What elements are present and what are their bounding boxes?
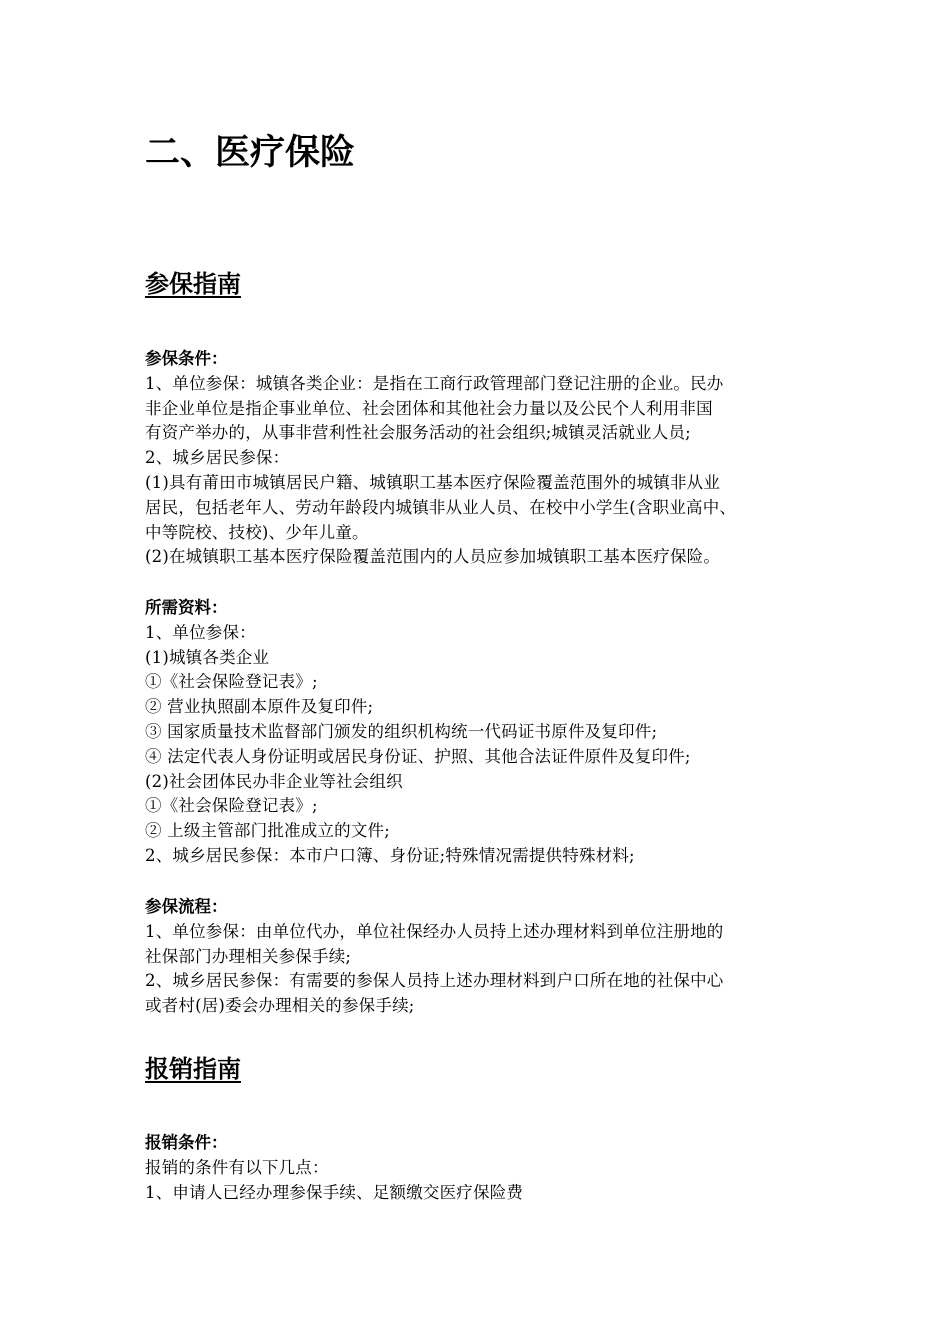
page-title: 二、医疗保险 bbox=[145, 133, 356, 173]
paragraph-line: 社保部门办理相关参保手续; bbox=[145, 946, 352, 966]
reimbursement-conditions-block bbox=[145, 1131, 835, 1205]
list-item: ② 上级主管部门批准成立的文件; bbox=[145, 821, 391, 841]
paragraph-line: 报销的条件有以下几点： bbox=[145, 1157, 329, 1177]
list-item: ①《社会保险登记表》; bbox=[145, 672, 318, 692]
paragraph-line: 1、单位参保：由单位代办，单位社保经办人员持上述办理材料到单位注册地的 bbox=[145, 921, 724, 941]
paragraph-line: 或者村(居)委会办理相关的参保手续; bbox=[145, 996, 415, 1016]
list-item: ③ 国家质量技术监督部门颁发的组织机构统一代码证书原件及复印件; bbox=[145, 721, 658, 741]
paragraph-line: 1、单位参保： bbox=[145, 622, 256, 642]
section-heading-reimbursement-guide: 报销指南 bbox=[145, 1055, 241, 1083]
paragraph-line: 1、单位参保：城镇各类企业：是指在工商行政管理部门登记注册的企业。民办 bbox=[145, 373, 724, 393]
list-item: ② 营业执照副本原件及复印件; bbox=[145, 697, 374, 717]
paragraph-line: 居民，包括老年人、劳动年龄段内城镇非从业人员、在校中小学生(含职业高中、 bbox=[145, 497, 737, 517]
enrollment-conditions-block bbox=[145, 347, 835, 570]
paragraph-line: 非企业单位是指企事业单位、社会团体和其他社会力量以及公民个人利用非国 bbox=[145, 398, 713, 418]
paragraph-line: (1)城镇各类企业 bbox=[145, 647, 270, 667]
paragraph-line: (2)在城镇职工基本医疗保险覆盖范围内的人员应参加城镇职工基本医疗保险。 bbox=[145, 547, 721, 567]
list-item: ①《社会保险登记表》; bbox=[145, 796, 318, 816]
paragraph-line: 有资产举办的，从事非营利性社会服务活动的社会组织;城镇灵活就业人员; bbox=[145, 423, 691, 443]
required-materials-label: 所需资料： bbox=[145, 598, 228, 617]
paragraph-line: 1、申请人已经办理参保手续、足额缴交医疗保险费 bbox=[145, 1182, 524, 1202]
paragraph-line: (1)具有莆田市城镇居民户籍、城镇职工基本医疗保险覆盖范围外的城镇非从业 bbox=[145, 472, 721, 492]
reimbursement-conditions-label: 报销条件： bbox=[145, 1133, 228, 1152]
paragraph-line: 中等院校、技校)、少年儿童。 bbox=[145, 522, 369, 542]
paragraph-line: 2、城乡居民参保：本市户口簿、身份证;特殊情况需提供特殊材料; bbox=[145, 845, 635, 865]
list-item: ④ 法定代表人身份证明或居民身份证、护照、其他合法证件原件及复印件; bbox=[145, 746, 691, 766]
enrollment-process-block bbox=[145, 895, 835, 1019]
paragraph-line: 2、城乡居民参保：有需要的参保人员持上述办理材料到户口所在地的社保中心 bbox=[145, 971, 724, 991]
paragraph-line: (2)社会团体民办非企业等社会组织 bbox=[145, 771, 403, 791]
enrollment-conditions-label: 参保条件： bbox=[145, 349, 228, 368]
enrollment-process-label: 参保流程： bbox=[145, 897, 228, 916]
required-materials-block bbox=[145, 596, 835, 869]
section-heading-enrollment-guide: 参保指南 bbox=[145, 270, 241, 298]
paragraph-line: 2、城乡居民参保： bbox=[145, 448, 290, 468]
